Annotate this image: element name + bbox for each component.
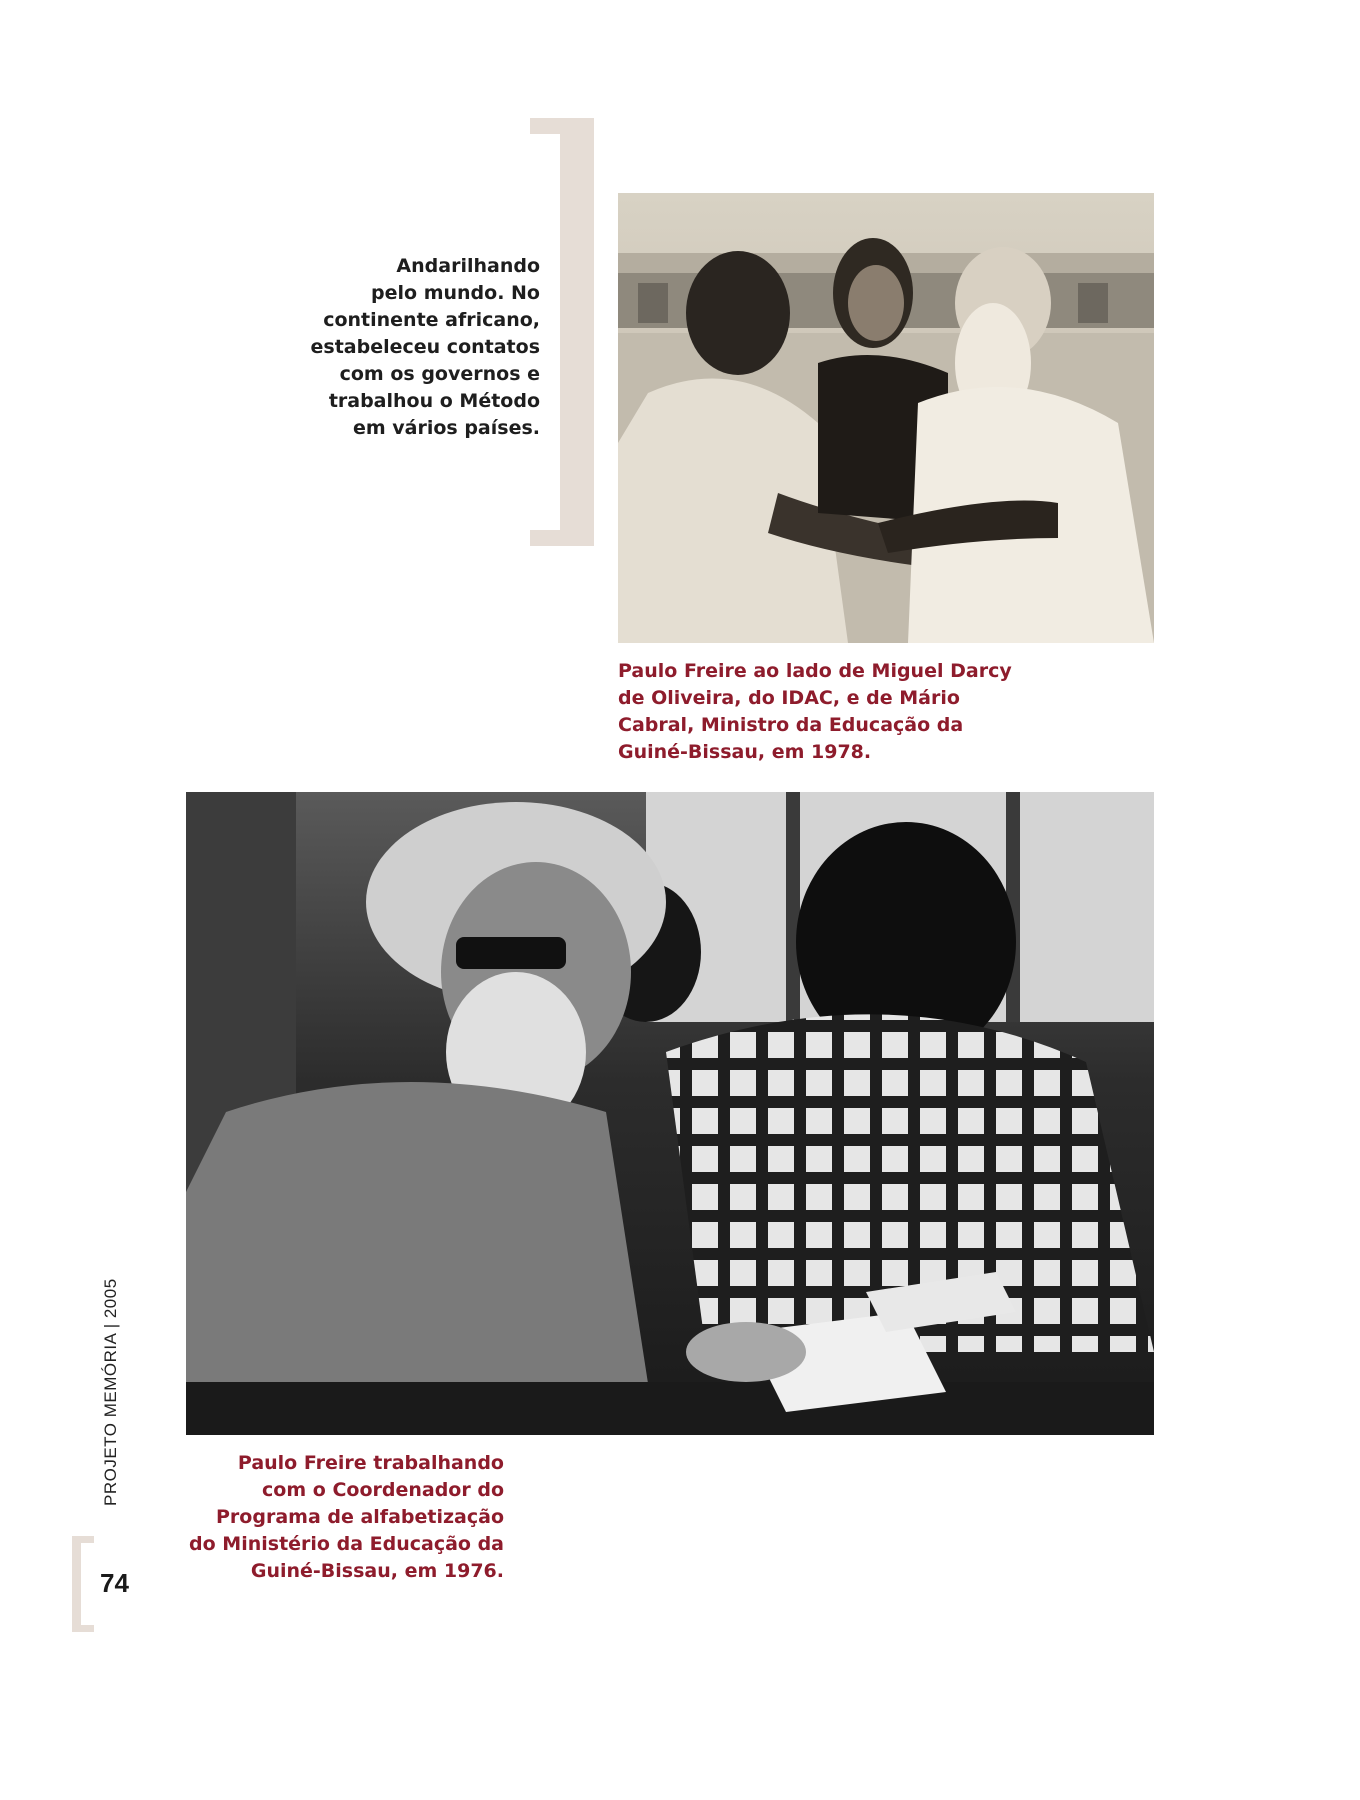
photo-2-caption: Paulo Freire trabalhando com o Coordenador do Programa de alfabetização do Ministério da Educação da Guiné-Bissau, em 1976. bbox=[189, 1452, 504, 1582]
photo-freire-working-1976 bbox=[186, 792, 1154, 1435]
intro-text: Andarilhando pelo mundo. No continente africano, estabeleceu contatos com os governos e trabalhou o Método em vários países. bbox=[310, 255, 540, 439]
photo-freire-guinea-bissau-1978 bbox=[618, 193, 1154, 643]
publication-label: PROJETO MEMÓRIA | 2005 bbox=[101, 1278, 120, 1506]
photo-2-illustration bbox=[186, 792, 1154, 1435]
photo-1-caption: Paulo Freire ao lado de Miguel Darcy de Oliveira, do IDAC, e de Mário Cabral, Ministro da Educação da Guiné-Bissau, em 1978. bbox=[618, 660, 1012, 763]
page-number: 74 bbox=[100, 1568, 129, 1598]
page-number-bracket bbox=[72, 1536, 94, 1632]
photo-1-illustration bbox=[618, 193, 1154, 643]
